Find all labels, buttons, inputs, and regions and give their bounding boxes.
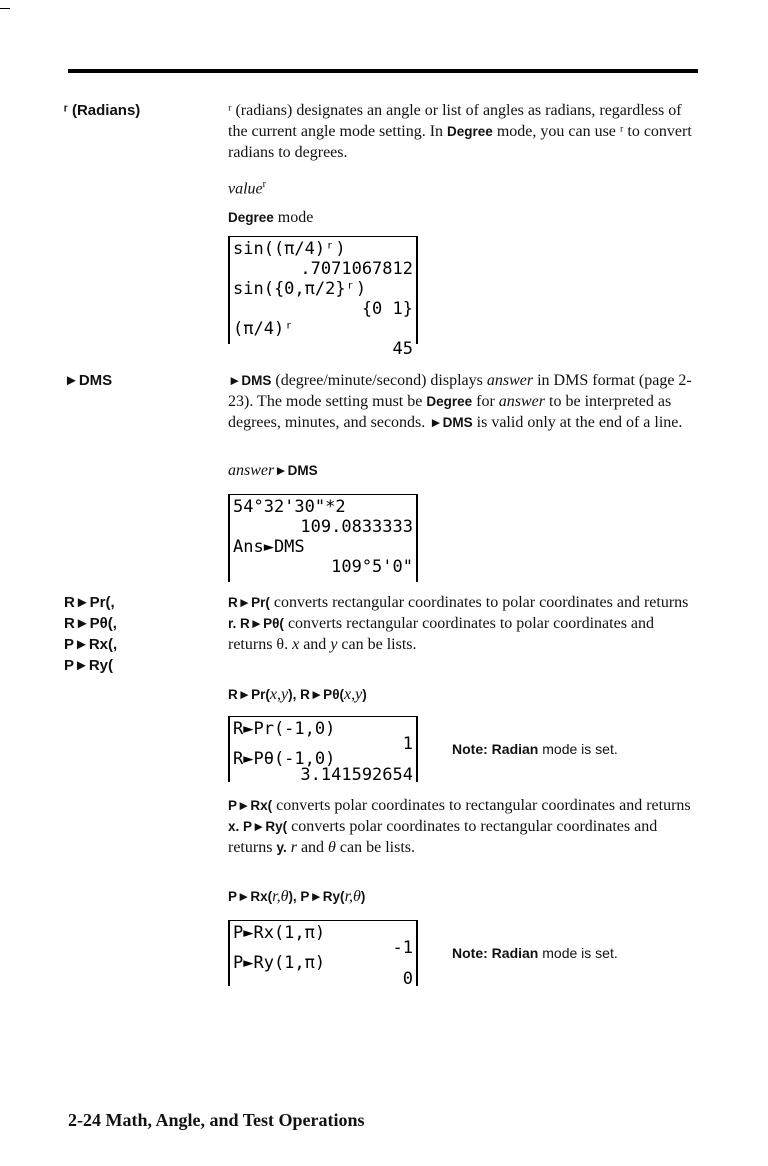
polar-t1: converts rectangular coordinates to polar coordinates and returns xyxy=(269,594,689,611)
radians-mode-kw: Degree xyxy=(228,210,274,225)
polar-it3: r xyxy=(286,839,297,856)
radians-description xyxy=(228,100,700,163)
polar-t6: converts polar coordinates to rectangular coordinates and returns xyxy=(228,818,658,856)
polar-kw3: R►Pθ( xyxy=(236,616,284,631)
note-keyword: Radian xyxy=(491,741,539,757)
polar-kw2: r. xyxy=(228,616,237,631)
screen-line: 0 xyxy=(402,969,413,989)
dms-t2: in DMS format (page 2-23). The mode setting must be xyxy=(228,372,692,410)
syntax1-a: R►Pr( xyxy=(228,687,270,702)
dms-it2: answer xyxy=(498,393,546,410)
dms-calculator-screen xyxy=(228,494,418,582)
polar-t4: can be lists. xyxy=(337,636,417,653)
screen-line: P►Rx(1,π) xyxy=(233,923,326,943)
syntax2-d: r,θ xyxy=(344,888,361,905)
screen-line: sin((π/4)ʳ) xyxy=(233,239,346,259)
dms-it1: answer xyxy=(486,372,534,389)
radians-desc-kw: Degree xyxy=(447,124,493,139)
polar-t3: and xyxy=(299,636,331,653)
note-text: mode is set. xyxy=(538,945,618,961)
polar-t7: and xyxy=(296,839,329,856)
screen-line: 45 xyxy=(392,339,413,359)
screen-line: .7071067812 xyxy=(300,259,413,279)
dms-kw2: Degree xyxy=(426,394,473,409)
syntax1-e: ) xyxy=(362,687,367,702)
radians-syntax xyxy=(228,174,266,199)
note-radian-2 xyxy=(452,944,618,962)
polar-description-2 xyxy=(228,795,700,858)
term-polar-conversions xyxy=(64,592,117,676)
note-text: mode is set. xyxy=(538,741,618,757)
term-polar-label: R►Pθ(, xyxy=(64,615,117,632)
screen-line: (π/4)ʳ xyxy=(233,319,295,339)
polar-syntax-2 xyxy=(228,886,365,907)
screen-line: 109.0833333 xyxy=(300,517,413,537)
term-dms xyxy=(64,370,112,391)
syntax2-b: r,θ xyxy=(272,888,289,905)
radians-desc-2: mode, you can use ʳ to convert radians to degrees. xyxy=(228,123,692,161)
polar-description xyxy=(228,592,700,655)
screen-line: 54°32'30"*2 xyxy=(233,497,346,517)
polar-t2: converts rectangular coordinates to polar coordinates and returns θ. xyxy=(228,615,655,653)
dms-t5: is valid only at the end of a line. xyxy=(472,414,683,431)
note-label: Note: xyxy=(452,741,488,757)
corner-mark xyxy=(0,8,10,9)
note-label: Note: xyxy=(452,945,488,961)
screen-line: 1 xyxy=(402,734,413,754)
radians-calculator-screen xyxy=(228,236,418,359)
screen-line: Ans►DMS xyxy=(233,537,305,557)
radians-mode-line xyxy=(228,207,313,228)
polar-kw1: R►Pr( xyxy=(228,595,270,610)
syntax1-c: ), R►Pθ( xyxy=(288,687,344,702)
polar-syntax-1 xyxy=(228,684,367,705)
dms-kw1: ►DMS xyxy=(228,373,272,388)
polar-it2: y xyxy=(330,636,338,653)
syntax1-d: x,y xyxy=(343,686,363,703)
polar-it4: θ xyxy=(328,839,336,856)
radians-desc-1: ʳ (radians) designates an angle or list of angles as radians, regardless of the current angle mode setting. In xyxy=(228,102,682,140)
screen-line: -1 xyxy=(392,938,413,958)
polar-calculator-screen-2 xyxy=(228,920,418,989)
term-radians-label: ʳ (Radians) xyxy=(64,102,141,119)
polar-t5: converts polar coordinates to rectangular coordinates and returns xyxy=(272,797,691,814)
screen-line: R►Pθ(-1,0) xyxy=(233,749,336,769)
polar-t8: can be lists. xyxy=(335,839,415,856)
radians-syntax-value: value xyxy=(228,180,263,198)
screen-line: sin({0,π/2}ʳ) xyxy=(233,279,367,299)
dms-description xyxy=(228,370,700,433)
dms-syntax-kw: ►DMS xyxy=(274,463,318,478)
syntax2-e: ) xyxy=(360,889,366,904)
dms-t1: (degree/minute/second) displays xyxy=(271,372,487,389)
term-polar-label: R►Pr(, xyxy=(64,594,115,611)
screen-line: {0 1} xyxy=(361,299,413,319)
syntax2-a: P►Rx( xyxy=(228,889,273,904)
polar-kw5: x. xyxy=(228,819,240,834)
note-keyword: Radian xyxy=(491,945,539,961)
syntax2-c: ), P►Ry( xyxy=(288,889,345,904)
dms-t4: to be interpreted as degrees, minutes, and seconds. xyxy=(228,393,672,431)
term-radians xyxy=(64,100,140,121)
dms-kw3: ►DMS xyxy=(429,415,473,430)
screen-line: R►Pr(-1,0) xyxy=(233,719,336,739)
radians-syntax-sup: r xyxy=(262,179,266,190)
term-polar-label: P►Rx(, xyxy=(64,636,118,653)
header-rule xyxy=(68,69,698,73)
dms-t3: for xyxy=(472,393,499,410)
syntax1-b: x,y xyxy=(269,686,289,703)
polar-kw6: P►Ry( xyxy=(239,819,288,834)
dms-syntax-it: answer xyxy=(228,462,275,479)
page-footer: 2-24 Math, Angle, and Test Operations xyxy=(68,1110,365,1130)
dms-syntax xyxy=(228,460,318,481)
polar-kw7: y. xyxy=(276,840,287,855)
screen-line: P►Ry(1,π) xyxy=(233,953,326,973)
term-polar-label: P►Ry( xyxy=(64,657,114,674)
polar-kw4: P►Rx( xyxy=(228,798,273,813)
polar-calculator-screen-1 xyxy=(228,716,418,785)
term-dms-label: ►DMS xyxy=(64,372,113,389)
radians-mode-text: mode xyxy=(273,209,314,226)
note-radian-1 xyxy=(452,740,618,758)
screen-line: 109°5'0" xyxy=(331,557,413,577)
polar-it1: x xyxy=(292,636,300,653)
screen-line: 3.141592654 xyxy=(300,765,413,785)
